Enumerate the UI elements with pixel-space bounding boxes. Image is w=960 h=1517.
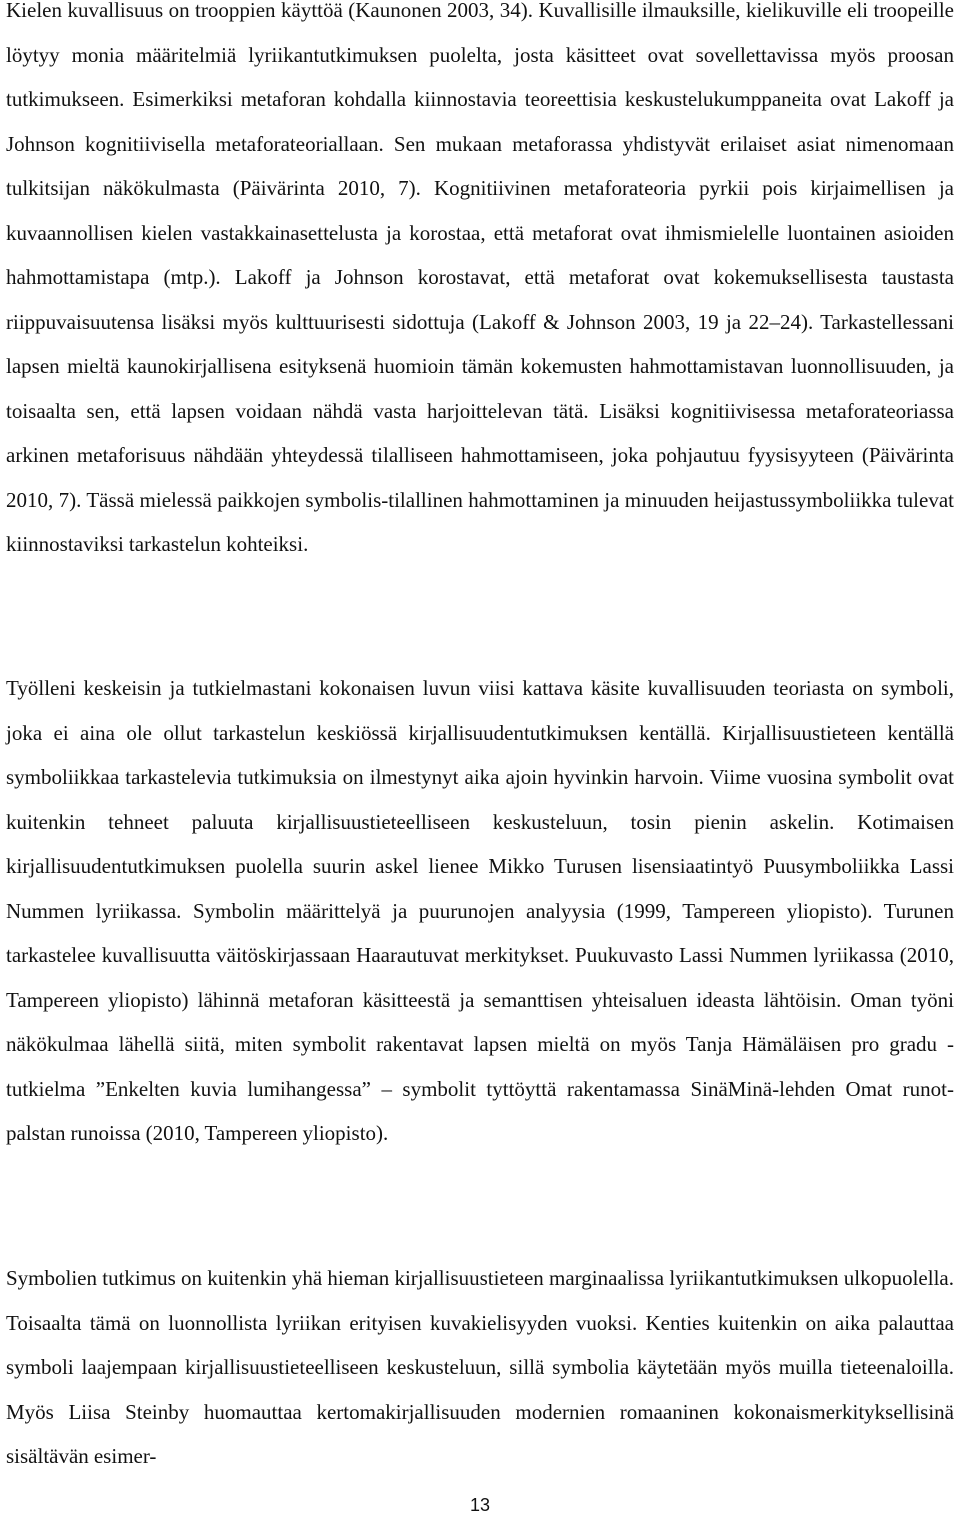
paragraph-symbolien-tutkimus: Symbolien tutkimus on kuitenkin yhä hieman kirjallisuustieteen marginaalissa lyriikantutkimuksen ulkopuolella. Toisaalta tämä on luonnollista lyriikan erityisen kuvakielisyyden vuoksi. Kenties kuitenkin on aika palauttaa symboli laajempaan kirjallisuustieteelliseen keskusteluun, sillä symbolia käytetään myös muilla tieteenaloilla. Myös Liisa Steinby huomauttaa kertomakirjallisuuden modernien romaaninen kokonaismerkityksellisinä sisältävän esimer-	[6, 1266, 954, 1468]
paragraph-kielen-kuvallisuus: Kielen kuvallisuus on trooppien käyttöä (Kaunonen 2003, 34). Kuvallisille ilmauksille, kielikuville eli troopeille löytyy monia määritelmiä lyriikantutkimuksen puolelta, josta käsitteet ovat sovellettavissa myös proosan tutkimukseen. Esimerkiksi metaforan kohdalla kiinnostavia teoreettisia keskustelukumppaneita ovat Lakoff ja Johnson kognitiivisella metaforateoriallaan. Sen mukaan metaforassa yhdistyvät erilaiset asiat nimenomaan tulkitsijan näkökulmasta (Päivärinta 2010, 7). Kognitiivinen metaforateoria pyrkii pois kirjaimellisen ja kuvaannollisen kielen vastakkainasettelusta ja korostaa, että metaforat ovat ihmismielelle luontainen asioiden hahmottamistapa (mtp.). Lakoff ja Johnson korostavat, että metaforat ovat kokemuksellisesta taustasta riippuvaisuutensa lisäksi myös kulttuurisesti sidottuja (Lakoff & Johnson 2003, 19 ja 22–24). Tarkastellessani lapsen mieltä kaunokirjallisena esityksenä huomioin tämän kokemusten hahmottamistavan luonnollisuuden, ja toisaalta sen, että lapsen voidaan nähdä vasta harjoittelevan tätä. Lisäksi kognitiivisessa metaforateoriassa arkinen metaforisuus nähdään yhteydessä tilalliseen hahmottamiseen, joka pohjautuu fyysisyyteen (Päivärinta 2010, 7). Tässä mielessä paikkojen symbolis-tilallinen hahmottaminen ja minuuden heijastussymboliikka tulevat kiinnostaviksi tarkastelun kohteiksi.	[6, 0, 954, 556]
page-number: 13	[469, 1495, 491, 1515]
paragraph-symboli-keskeisin: Työlleni keskeisin ja tutkielmastani kokonaisen luvun viisi kattava käsite kuvallisuuden teoriasta on symboli, joka ei aina ole ollut tarkastelun keskiössä kirjallisuudentutkimuksen kentällä. Kirjallisuustieteen kentällä symboliikkaa tarkastelevia tutkimuksia on ilmestynyt aika ajoin hyvinkin harvoin. Viime vuosina symbolit ovat kuitenkin tehneet paluuta kirjallisuustieteelliseen keskusteluun, tosin pienin askelin. Kotimaisen kirjallisuudentutkimuksen puolella suurin askel lienee Mikko Turusen lisensiaatintyö Puusymboliikka Lassi Nummen lyriikassa. Symbolin määrittelyä ja puurunojen analyysia (1999, Tampereen yliopisto). Turunen tarkastelee kuvallisuutta väitöskirjassaan Haarautuvat merkitykset. Puukuvasto Lassi Nummen lyriikassa (2010, Tampereen yliopisto) lähinnä metaforan käsitteestä ja semanttisen yhteisaluen ideasta lähtöisin. Oman työni näkökulmaa lähellä siitä, miten symbolit rakentavat lapsen mieltä on myös Tanja Hämäläisen pro gradu -tutkielma ”Enkelten kuvia lumihangessa” – symbolit tyttöyttä rakentamassa SinäMinä-lehden Omat runot-palstan runoissa (2010, Tampereen yliopisto).	[6, 676, 954, 1145]
